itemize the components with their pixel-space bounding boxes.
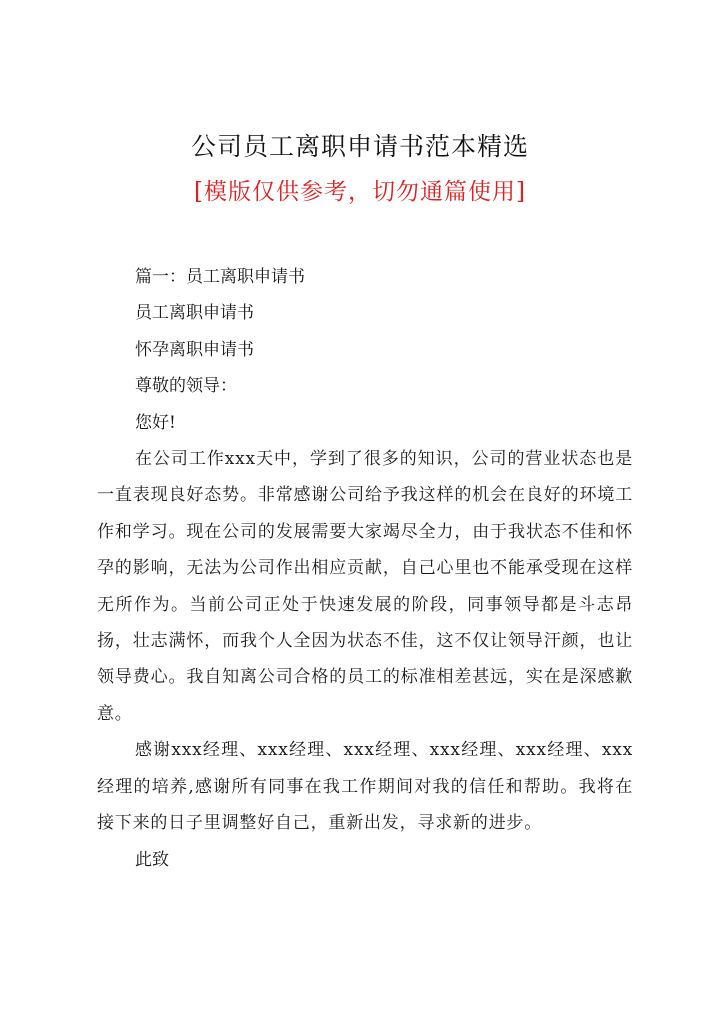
document-body xyxy=(97,259,633,878)
closing: 此致 xyxy=(135,849,169,870)
salutation: 尊敬的领导： xyxy=(135,376,237,397)
letter-subtitle: 怀孕离职申请书 xyxy=(135,339,254,360)
greeting: 您好! xyxy=(135,412,176,433)
body-paragraph: 在公司工作xxx天中，学到了很多的知识，公司的营业状态也是一直表现良好态势。非常感谢公司给予我这样的机会在良好的环境工作和学习。现在公司的发展需要大家竭尽全力，由于我状态不佳和怀孕的影响，无法为公司作出相应贡献，自己心里也不能承受现在这样无所作为。当前公司正处于快速发展的阶段，同事领导都是斗志昂扬，壮志满怀，而我个人全因为状态不佳，这不仅让领导汗颜，也让领导费心。我自知离公司合格的员工的标准相差甚远，实在是深感歉意。 xyxy=(97,449,633,724)
body-paragraph: 感谢xxx经理、xxx经理、xxx经理、xxx经理、xxx经理、xxx经理的培养,感谢所有同事在我工作期间对我的信任和帮助。我将在接下来的日子里调整好自己，重新出发，寻求新的进步。 xyxy=(97,740,633,834)
document-subtitle: [模版仅供参考，切勿通篇使用] xyxy=(194,179,526,205)
letter-title: 员工离职申请书 xyxy=(135,303,254,324)
section-heading: 篇一：员工离职申请书 xyxy=(135,267,305,287)
document-title: 公司员工离职申请书范本精选 xyxy=(190,132,529,161)
